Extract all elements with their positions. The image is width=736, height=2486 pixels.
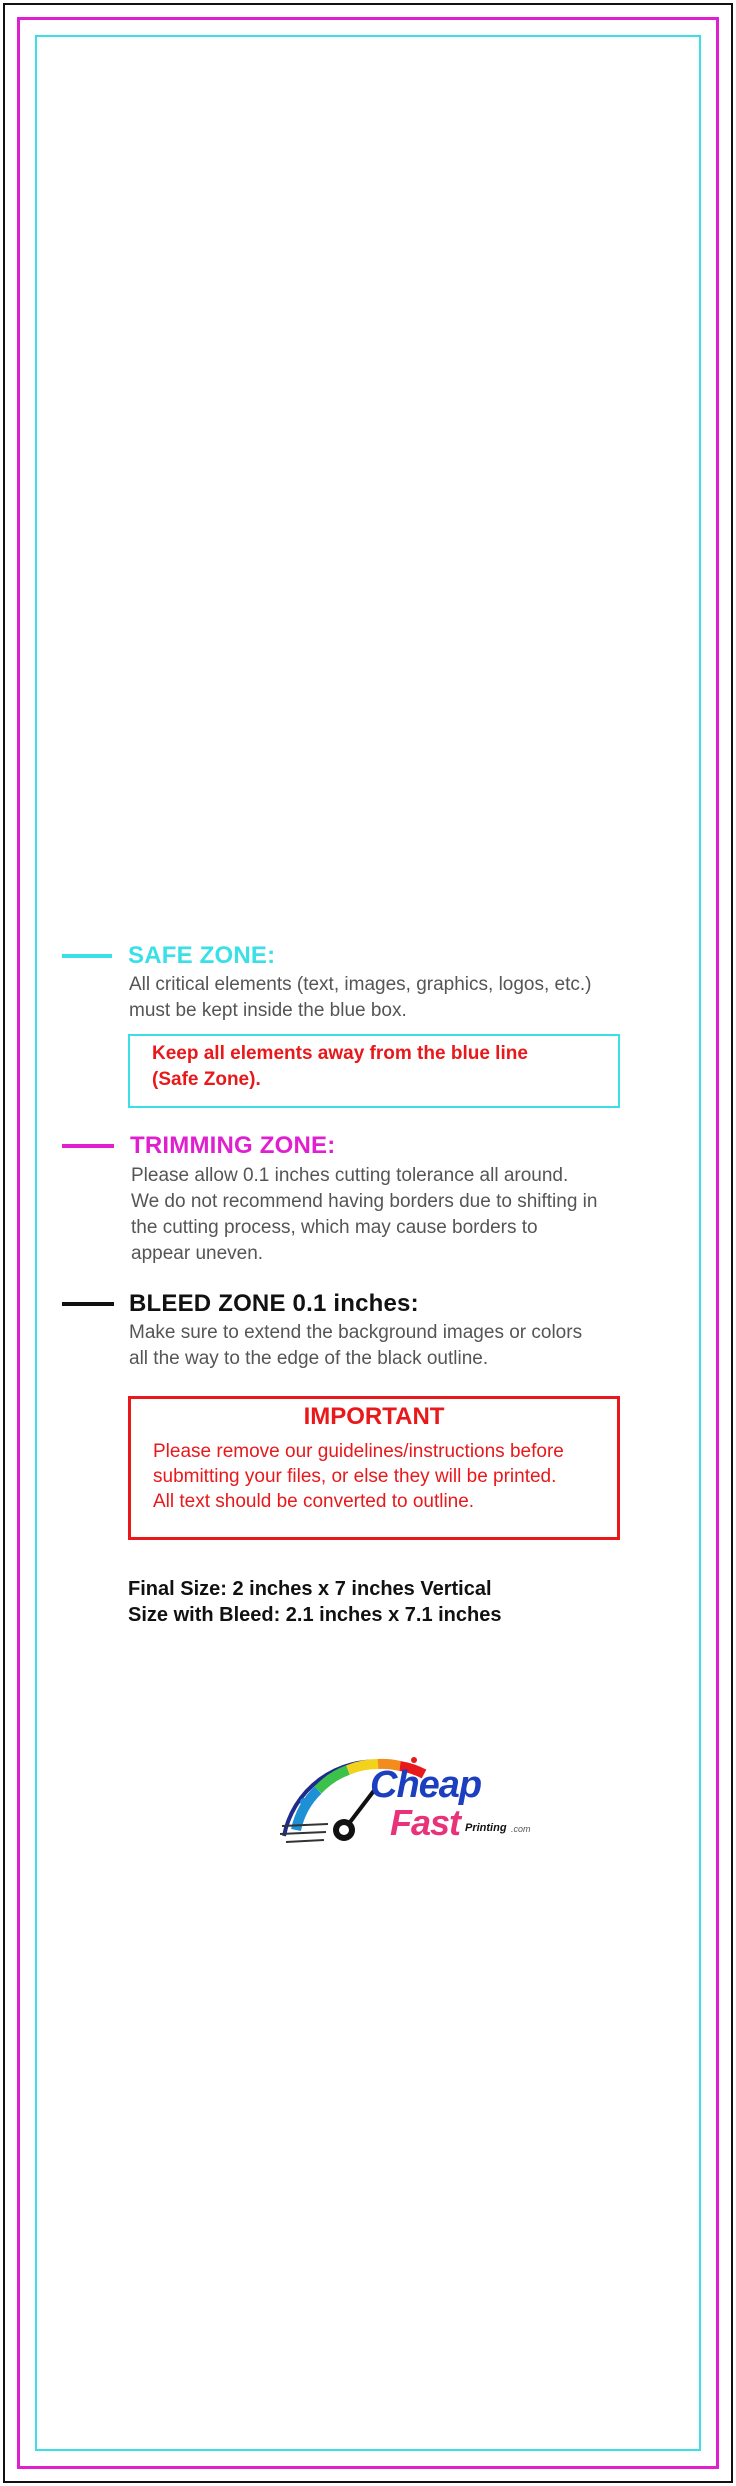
trimming-zone-line-3: the cutting process, which may cause borders to — [131, 1217, 538, 1238]
important-line-2: submitting your files, or else they will be printed. — [153, 1466, 557, 1487]
logo-word-fast: Fast — [390, 1802, 461, 1843]
bleed-zone-heading: BLEED ZONE 0.1 inches: — [129, 1290, 419, 1317]
safe-zone-description — [129, 972, 592, 1024]
important-line-1: Please remove our guidelines/instructions before — [153, 1441, 564, 1462]
safe-callout-line-1: Keep all elements away from the blue line — [152, 1043, 528, 1064]
safe-callout-line-2: (Safe Zone). — [152, 1069, 261, 1090]
trimming-zone-heading: TRIMMING ZONE: — [130, 1132, 336, 1159]
trimming-zone-line-1: Please allow 0.1 inches cutting tolerance all around. — [131, 1165, 569, 1186]
cheapfastprinting-logo — [274, 1740, 536, 1852]
important-title: IMPORTANT — [303, 1403, 445, 1430]
bleed-zone-line-1: Make sure to extend the background images or colors — [129, 1322, 583, 1343]
safe-zone-legend-line — [62, 954, 112, 958]
bleed-size-text: Size with Bleed: 2.1 inches x 7.1 inches — [128, 1604, 502, 1626]
trimming-zone-line-4: appear uneven. — [131, 1243, 264, 1264]
final-size-text: Final Size: 2 inches x 7 inches Vertical — [128, 1578, 492, 1600]
trimming-zone-legend-line — [62, 1144, 114, 1148]
safe-zone-line-2: must be kept inside the blue box. — [129, 1000, 407, 1021]
important-notice-box — [128, 1396, 620, 1540]
safe-zone-line-1: All critical elements (text, images, graphics, logos, etc.) — [129, 974, 592, 995]
trimming-zone-line-2: We do not recommend having borders due to shifting in — [131, 1191, 598, 1212]
logo-domain-suffix: .com — [511, 1824, 531, 1834]
safe-zone-callout — [128, 1034, 620, 1108]
logo-word-cheap: Cheap — [370, 1764, 482, 1806]
logo-word-printing: Printing — [465, 1822, 507, 1834]
size-info — [128, 1576, 501, 1628]
important-text — [153, 1439, 564, 1514]
important-line-3: All text should be converted to outline. — [153, 1491, 475, 1512]
safe-zone-heading: SAFE ZONE: — [128, 942, 276, 969]
bleed-zone-line-2: all the way to the edge of the black outline. — [129, 1348, 489, 1369]
bleed-zone-legend-line — [62, 1302, 114, 1306]
bleed-zone-description — [129, 1320, 582, 1372]
trimming-zone-description — [131, 1163, 597, 1267]
